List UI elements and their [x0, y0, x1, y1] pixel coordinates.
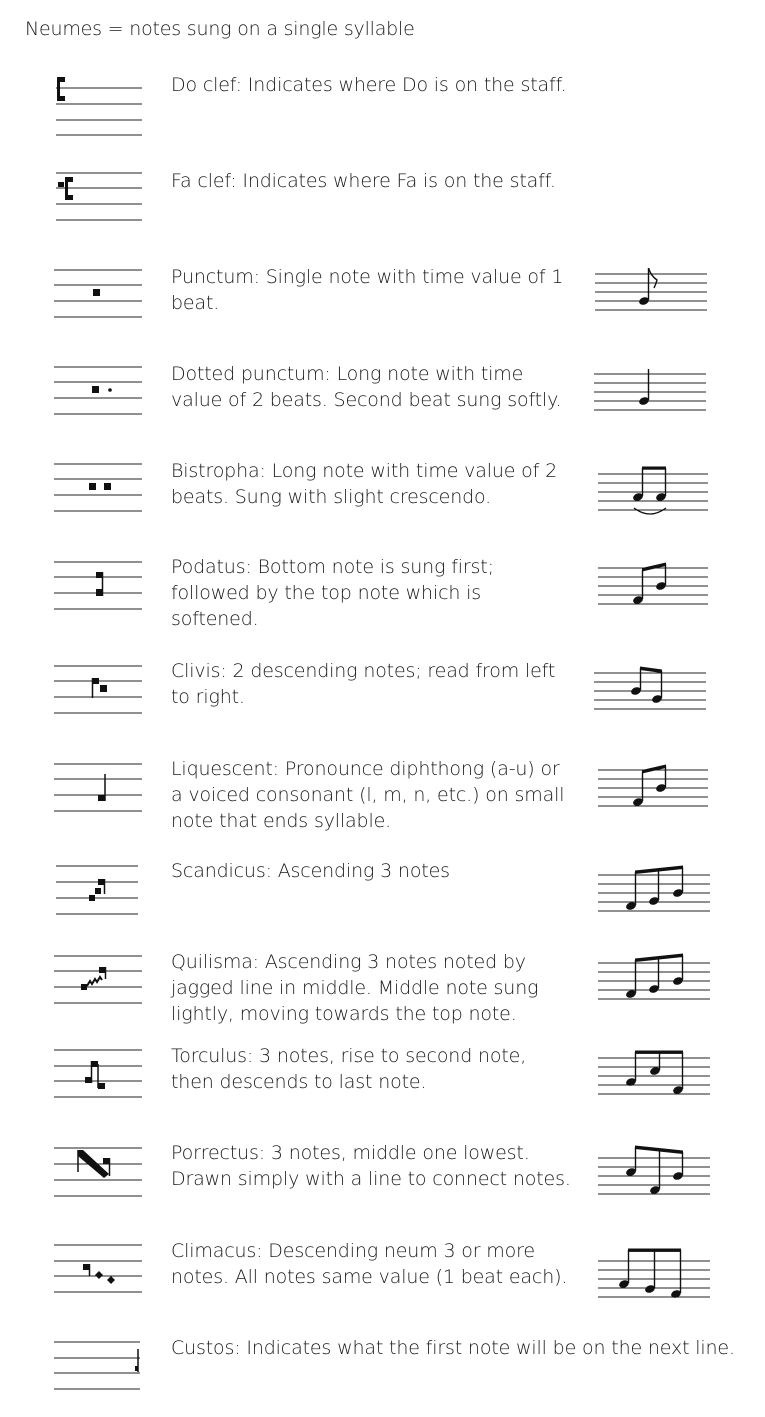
- neume-description: Fa clef: Indicates where Fa is on the staff.: [171, 170, 556, 192]
- neume-description: Quilisma: Ascending 3 notes noted by jagged line in middle. Middle note sung lightly, moving towards the top note.: [171, 951, 539, 1025]
- climacus-icon: [50, 1238, 145, 1298]
- three-ascending-eighths-icon: [590, 949, 715, 1013]
- dotted-punctum-icon: [50, 361, 145, 417]
- ascending-eighths-icon: [590, 756, 715, 816]
- neume-description: Clivis: 2 descending notes; read from left to right.: [171, 660, 556, 708]
- neume-description: Torculus: 3 notes, rise to second note, then descends to last note.: [171, 1045, 527, 1093]
- three-rise-fall-eighths-icon: [590, 1043, 715, 1107]
- liquescent-icon: [50, 756, 145, 816]
- neume-description: Do clef: Indicates where Do is on the staff.: [171, 74, 567, 96]
- podatus-icon: [50, 554, 145, 614]
- torculus-icon: [50, 1043, 145, 1103]
- three-fall-rise-eighths-icon: [590, 1140, 715, 1210]
- punctum-icon: [50, 264, 145, 320]
- descending-eighths-icon: [590, 658, 710, 718]
- neume-description: Liquescent: Pronounce diphthong (a-u) or a voiced consonant (l, m, n, etc.) on small note that ends syllable.: [171, 758, 565, 832]
- porrectus-icon: [50, 1140, 145, 1200]
- neume-description: Punctum: Single note with time value of 1 beat.: [171, 266, 564, 314]
- neume-description: Dotted punctum: Long note with time value of 2 beats. Second beat sung softly.: [171, 363, 562, 411]
- neume-description: Bistropha: Long note with time value of 2 beats. Sung with slight crescendo.: [171, 460, 558, 508]
- quilisma-icon: [50, 949, 145, 1009]
- fa-clef-icon: [50, 168, 145, 224]
- bistropha-icon: [50, 458, 145, 514]
- do-clef-icon: [50, 72, 145, 142]
- two-tied-eighths-icon: [590, 458, 715, 528]
- neume-description: Scandicus: Ascending 3 notes: [171, 860, 450, 882]
- eighth-note-icon: [590, 264, 710, 320]
- custos-icon: [50, 1335, 145, 1395]
- quarter-note-icon: [590, 361, 710, 417]
- scandicus-icon: [50, 858, 145, 920]
- three-descending-eighths-icon: [590, 1238, 715, 1308]
- neume-description: Custos: Indicates what the first note will be on the next line.: [171, 1337, 735, 1359]
- clivis-icon: [50, 658, 145, 716]
- neume-description: Porrectus: 3 notes, middle one lowest. Drawn simply with a line to connect notes.: [171, 1142, 571, 1190]
- page-title: Neumes = notes sung on a single syllable: [25, 18, 415, 40]
- neume-description: Podatus: Bottom note is sung first; followed by the top note which is softened.: [171, 556, 494, 630]
- neume-description: Climacus: Descending neum 3 or more notes. All notes same value (1 beat each).: [171, 1240, 568, 1288]
- ascending-eighths-icon: [590, 554, 715, 614]
- three-ascending-eighths-icon: [590, 858, 715, 922]
